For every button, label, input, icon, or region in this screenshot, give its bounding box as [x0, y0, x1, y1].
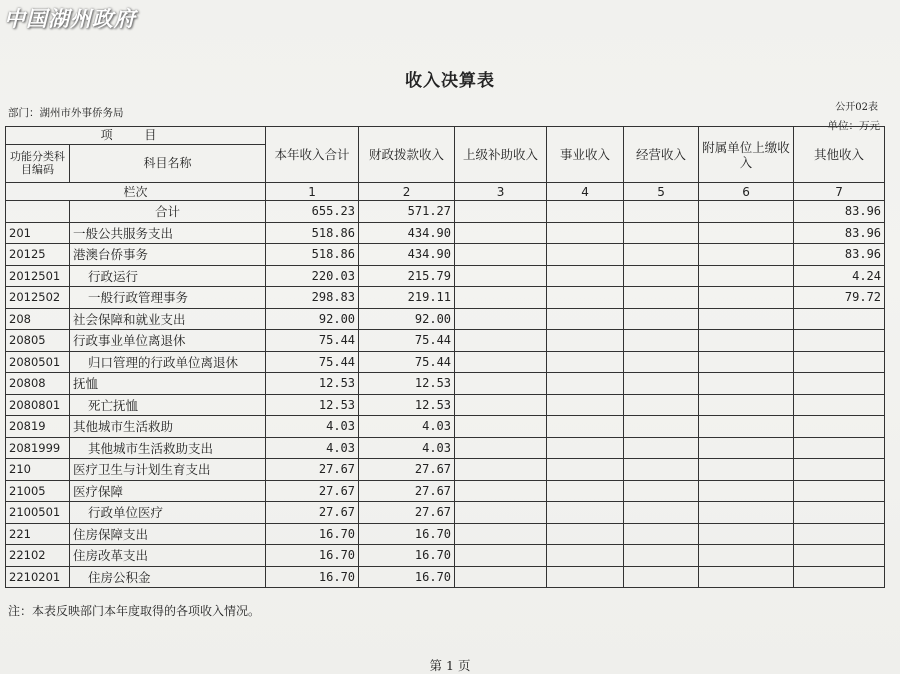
header-col-business: 事业收入	[547, 127, 624, 183]
subject-name-cell: 医疗保障	[70, 480, 266, 502]
total-income-cell: 27.67	[266, 480, 359, 502]
watermark-logo: 中国湖州政府	[4, 7, 136, 31]
affiliated-income-cell	[699, 545, 794, 567]
operating-income-cell	[624, 480, 699, 502]
operating-income-cell	[624, 394, 699, 416]
header-item: 项 目	[6, 127, 266, 145]
subject-code-cell: 2080801	[6, 394, 70, 416]
col-index: 2	[359, 183, 455, 201]
table-row	[6, 244, 885, 266]
superior-income-cell	[455, 523, 547, 545]
other-income-cell	[794, 545, 885, 567]
col-index: 1	[266, 183, 359, 201]
header-col-total: 本年收入合计	[266, 127, 359, 183]
subject-name-cell: 行政运行	[70, 265, 266, 287]
business-income-cell	[547, 265, 624, 287]
subject-code-cell: 221	[6, 523, 70, 545]
total-income-cell: 75.44	[266, 330, 359, 352]
other-income-cell: 83.96	[794, 222, 885, 244]
operating-income-cell	[624, 437, 699, 459]
superior-income-cell	[455, 222, 547, 244]
table-row	[6, 373, 885, 395]
operating-income-cell	[624, 287, 699, 309]
affiliated-income-cell	[699, 330, 794, 352]
subject-name-cell: 归口管理的行政单位离退休	[70, 351, 266, 373]
total-income-cell: 4.03	[266, 437, 359, 459]
subject-name-cell: 抚恤	[70, 373, 266, 395]
table-row	[6, 222, 885, 244]
table-row	[6, 523, 885, 545]
table-body	[6, 201, 885, 588]
superior-income-cell	[455, 394, 547, 416]
table-row	[6, 330, 885, 352]
other-income-cell	[794, 459, 885, 481]
affiliated-income-cell	[699, 480, 794, 502]
affiliated-income-cell	[699, 287, 794, 309]
fiscal-income-cell: 16.70	[359, 566, 455, 588]
document-title: 收入决算表	[405, 71, 495, 91]
subject-name-cell: 社会保障和就业支出	[70, 308, 266, 330]
superior-income-cell	[455, 416, 547, 438]
operating-income-cell	[624, 502, 699, 524]
total-income-cell: 655.23	[266, 201, 359, 223]
other-income-cell: 83.96	[794, 244, 885, 266]
table-row	[6, 201, 885, 223]
table-row	[6, 545, 885, 567]
subject-code-cell: 21005	[6, 480, 70, 502]
business-income-cell	[547, 437, 624, 459]
operating-income-cell	[624, 330, 699, 352]
affiliated-income-cell	[699, 523, 794, 545]
superior-income-cell	[455, 287, 547, 309]
fiscal-income-cell: 434.90	[359, 244, 455, 266]
superior-income-cell	[455, 265, 547, 287]
superior-income-cell	[455, 480, 547, 502]
total-income-cell: 16.70	[266, 523, 359, 545]
other-income-cell	[794, 502, 885, 524]
subject-code-cell: 208	[6, 308, 70, 330]
fiscal-income-cell: 12.53	[359, 373, 455, 395]
subject-code-cell: 20805	[6, 330, 70, 352]
subject-name-cell: 其他城市生活救助支出	[70, 437, 266, 459]
total-income-cell: 220.03	[266, 265, 359, 287]
superior-income-cell	[455, 201, 547, 223]
operating-income-cell	[624, 459, 699, 481]
subject-code-cell: 2012502	[6, 287, 70, 309]
total-income-cell: 75.44	[266, 351, 359, 373]
other-income-cell: 4.24	[794, 265, 885, 287]
superior-income-cell	[455, 330, 547, 352]
unit-label: 单位：万元	[827, 120, 880, 132]
subject-code-cell: 2081999	[6, 437, 70, 459]
subject-name-cell: 港澳台侨事务	[70, 244, 266, 266]
subject-code-cell: 2100501	[6, 502, 70, 524]
fiscal-income-cell: 434.90	[359, 222, 455, 244]
total-income-cell: 92.00	[266, 308, 359, 330]
header-name: 科目名称	[70, 144, 266, 182]
table-row	[6, 416, 885, 438]
fiscal-income-cell: 27.67	[359, 480, 455, 502]
fiscal-income-cell: 27.67	[359, 502, 455, 524]
business-income-cell	[547, 459, 624, 481]
total-income-cell: 16.70	[266, 566, 359, 588]
table-row	[6, 308, 885, 330]
col-index: 4	[547, 183, 624, 201]
operating-income-cell	[624, 523, 699, 545]
business-income-cell	[547, 287, 624, 309]
fiscal-income-cell: 27.67	[359, 459, 455, 481]
subject-code-cell: 20125	[6, 244, 70, 266]
affiliated-income-cell	[699, 244, 794, 266]
table-row	[6, 480, 885, 502]
header-col-other: 其他收入	[794, 127, 885, 183]
subject-code-cell: 22102	[6, 545, 70, 567]
header-code: 功能分类科目编码	[6, 144, 70, 182]
subject-name-cell: 一般行政管理事务	[70, 287, 266, 309]
subject-code-cell: 201	[6, 222, 70, 244]
subject-name-cell: 合计	[70, 201, 266, 223]
business-income-cell	[547, 308, 624, 330]
table-row	[6, 566, 885, 588]
table-row	[6, 394, 885, 416]
fiscal-income-cell: 16.70	[359, 545, 455, 567]
col-index: 3	[455, 183, 547, 201]
superior-income-cell	[455, 437, 547, 459]
fiscal-income-cell: 4.03	[359, 416, 455, 438]
affiliated-income-cell	[699, 265, 794, 287]
superior-income-cell	[455, 308, 547, 330]
total-income-cell: 12.53	[266, 394, 359, 416]
header-col-superior: 上级补助收入	[455, 127, 547, 183]
superior-income-cell	[455, 373, 547, 395]
table-row	[6, 287, 885, 309]
affiliated-income-cell	[699, 351, 794, 373]
table-row	[6, 459, 885, 481]
table-row	[6, 351, 885, 373]
business-income-cell	[547, 222, 624, 244]
fiscal-income-cell: 92.00	[359, 308, 455, 330]
affiliated-income-cell	[699, 502, 794, 524]
operating-income-cell	[624, 222, 699, 244]
operating-income-cell	[624, 308, 699, 330]
table-row	[6, 265, 885, 287]
department-label: 部门：湖州市外事侨务局	[8, 107, 124, 119]
total-income-cell: 27.67	[266, 459, 359, 481]
business-income-cell	[547, 244, 624, 266]
superior-income-cell	[455, 545, 547, 567]
col-index: 7	[794, 183, 885, 201]
header-col-affiliated: 附属单位上缴收入	[699, 127, 794, 183]
superior-income-cell	[455, 566, 547, 588]
superior-income-cell	[455, 244, 547, 266]
business-income-cell	[547, 523, 624, 545]
affiliated-income-cell	[699, 222, 794, 244]
operating-income-cell	[624, 351, 699, 373]
operating-income-cell	[624, 244, 699, 266]
other-income-cell	[794, 416, 885, 438]
total-income-cell: 518.86	[266, 222, 359, 244]
subject-name-cell: 住房保障支出	[70, 523, 266, 545]
subject-name-cell: 一般公共服务支出	[70, 222, 266, 244]
business-income-cell	[547, 545, 624, 567]
fiscal-income-cell: 219.11	[359, 287, 455, 309]
fiscal-income-cell: 215.79	[359, 265, 455, 287]
income-table-wrapper	[5, 126, 884, 588]
other-income-cell	[794, 330, 885, 352]
superior-income-cell	[455, 351, 547, 373]
other-income-cell: 79.72	[794, 287, 885, 309]
superior-income-cell	[455, 459, 547, 481]
subject-name-cell: 死亡抚恤	[70, 394, 266, 416]
other-income-cell: 83.96	[794, 201, 885, 223]
total-income-cell: 518.86	[266, 244, 359, 266]
business-income-cell	[547, 351, 624, 373]
operating-income-cell	[624, 201, 699, 223]
business-income-cell	[547, 416, 624, 438]
header-rank: 栏次	[6, 183, 266, 201]
subject-code-cell	[6, 201, 70, 223]
total-income-cell: 27.67	[266, 502, 359, 524]
business-income-cell	[547, 201, 624, 223]
subject-code-cell: 20819	[6, 416, 70, 438]
business-income-cell	[547, 330, 624, 352]
subject-name-cell: 行政单位医疗	[70, 502, 266, 524]
subject-name-cell: 行政事业单位离退休	[70, 330, 266, 352]
operating-income-cell	[624, 416, 699, 438]
fiscal-income-cell: 16.70	[359, 523, 455, 545]
other-income-cell	[794, 480, 885, 502]
affiliated-income-cell	[699, 437, 794, 459]
header-col-operating: 经营收入	[624, 127, 699, 183]
fiscal-income-cell: 75.44	[359, 330, 455, 352]
subject-name-cell: 医疗卫生与计划生育支出	[70, 459, 266, 481]
income-table	[5, 126, 885, 588]
business-income-cell	[547, 373, 624, 395]
other-income-cell	[794, 351, 885, 373]
subject-code-cell: 210	[6, 459, 70, 481]
total-income-cell: 4.03	[266, 416, 359, 438]
fiscal-income-cell: 571.27	[359, 201, 455, 223]
other-income-cell	[794, 308, 885, 330]
business-income-cell	[547, 480, 624, 502]
affiliated-income-cell	[699, 308, 794, 330]
other-income-cell	[794, 373, 885, 395]
other-income-cell	[794, 566, 885, 588]
business-income-cell	[547, 394, 624, 416]
total-income-cell: 16.70	[266, 545, 359, 567]
form-number: 公开02表	[835, 102, 878, 113]
other-income-cell	[794, 523, 885, 545]
affiliated-income-cell	[699, 373, 794, 395]
fiscal-income-cell: 4.03	[359, 437, 455, 459]
subject-code-cell: 2210201	[6, 566, 70, 588]
business-income-cell	[547, 566, 624, 588]
total-income-cell: 298.83	[266, 287, 359, 309]
affiliated-income-cell	[699, 416, 794, 438]
total-income-cell: 12.53	[266, 373, 359, 395]
operating-income-cell	[624, 566, 699, 588]
operating-income-cell	[624, 373, 699, 395]
other-income-cell	[794, 437, 885, 459]
table-note: 注：本表反映部门本年度取得的各项收入情况。	[8, 604, 261, 618]
other-income-cell	[794, 394, 885, 416]
business-income-cell	[547, 502, 624, 524]
subject-code-cell: 2080501	[6, 351, 70, 373]
page-number: 第 1 页	[429, 658, 471, 673]
operating-income-cell	[624, 265, 699, 287]
fiscal-income-cell: 12.53	[359, 394, 455, 416]
affiliated-income-cell	[699, 201, 794, 223]
subject-name-cell: 其他城市生活救助	[70, 416, 266, 438]
table-row	[6, 437, 885, 459]
header-col-fiscal: 财政拨款收入	[359, 127, 455, 183]
operating-income-cell	[624, 545, 699, 567]
affiliated-income-cell	[699, 394, 794, 416]
col-index: 5	[624, 183, 699, 201]
table-row	[6, 502, 885, 524]
affiliated-income-cell	[699, 459, 794, 481]
subject-name-cell: 住房公积金	[70, 566, 266, 588]
affiliated-income-cell	[699, 566, 794, 588]
fiscal-income-cell: 75.44	[359, 351, 455, 373]
subject-name-cell: 住房改革支出	[70, 545, 266, 567]
col-index: 6	[699, 183, 794, 201]
subject-code-cell: 2012501	[6, 265, 70, 287]
subject-code-cell: 20808	[6, 373, 70, 395]
superior-income-cell	[455, 502, 547, 524]
